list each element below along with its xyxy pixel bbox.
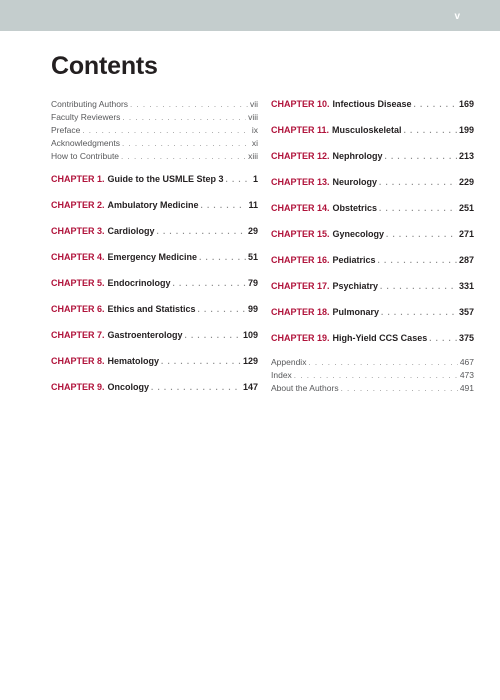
chapter-title: Obstetrics <box>332 203 378 213</box>
toc-entry-title: Faculty Reviewers <box>51 112 121 122</box>
dot-leader <box>386 230 457 239</box>
toc-chapter-2[interactable] <box>51 200 258 213</box>
chapter-page: 29 <box>247 226 258 236</box>
dot-leader <box>82 126 250 135</box>
chapter-title: Hematology <box>107 356 160 366</box>
toc-chapter-17[interactable] <box>271 281 474 294</box>
chapter-page: 109 <box>242 330 258 340</box>
dot-leader <box>173 279 246 288</box>
dot-leader <box>122 113 246 122</box>
chapter-label: CHAPTER 19. <box>271 333 330 343</box>
dot-leader <box>199 253 246 262</box>
chapter-page: 331 <box>458 281 474 291</box>
chapter-title: Gynecology <box>332 229 385 239</box>
toc-chapter-18[interactable] <box>271 307 474 320</box>
chapter-page: 129 <box>242 356 258 366</box>
chapter-label: CHAPTER 5. <box>51 278 105 288</box>
chapter-label: CHAPTER 14. <box>271 203 330 213</box>
chapter-page: 99 <box>247 304 258 314</box>
toc-entry-page: 467 <box>459 357 474 367</box>
dot-leader <box>404 126 457 135</box>
chapter-page: 51 <box>247 252 258 262</box>
chapter-title: Ethics and Statistics <box>107 304 196 314</box>
toc-chapter-8[interactable] <box>51 356 258 369</box>
toc-chapter-4[interactable] <box>51 252 258 265</box>
chapter-title: Cardiology <box>107 226 155 236</box>
toc-chapter-5[interactable] <box>51 278 258 291</box>
toc-right-column <box>271 0 474 700</box>
chapter-page: 1 <box>252 174 258 184</box>
chapter-page: 169 <box>458 99 474 109</box>
chapter-title: Endocrinology <box>107 278 171 288</box>
toc-entry-page: xi <box>251 138 258 148</box>
chapter-label: CHAPTER 6. <box>51 304 105 314</box>
dot-leader <box>201 201 247 210</box>
dot-leader <box>161 357 241 366</box>
dot-leader <box>381 308 457 317</box>
chapter-page: 11 <box>248 200 258 210</box>
toc-entry-title: About the Authors <box>271 383 339 393</box>
chapter-title: Emergency Medicine <box>107 252 198 262</box>
chapter-title: Ambulatory Medicine <box>107 200 199 210</box>
toc-chapter-16[interactable] <box>271 255 474 268</box>
dot-leader <box>429 334 457 343</box>
chapter-label: CHAPTER 10. <box>271 99 330 109</box>
toc-chapter-13[interactable] <box>271 177 474 190</box>
toc-entry-index[interactable] <box>271 370 474 383</box>
toc-entry-about-the-authors[interactable] <box>271 383 474 396</box>
toc-entry-contributing-authors[interactable] <box>51 99 258 112</box>
chapter-page: 79 <box>247 278 258 288</box>
dot-leader <box>122 139 250 148</box>
chapter-page: 287 <box>458 255 474 265</box>
dot-leader <box>378 256 457 265</box>
toc-chapter-7[interactable] <box>51 330 258 343</box>
chapter-label: CHAPTER 17. <box>271 281 330 291</box>
toc-entry-title: Appendix <box>271 357 307 367</box>
toc-chapter-3[interactable] <box>51 226 258 239</box>
toc-entry-page: 491 <box>459 383 474 393</box>
page-number: v <box>454 11 460 22</box>
chapter-label: CHAPTER 3. <box>51 226 105 236</box>
toc-chapter-14[interactable] <box>271 203 474 216</box>
chapter-page: 229 <box>458 177 474 187</box>
chapter-title: Musculoskeletal <box>332 125 402 135</box>
chapter-title: Psychiatry <box>332 281 379 291</box>
dot-leader <box>379 178 457 187</box>
chapter-title: Pediatrics <box>332 255 376 265</box>
chapter-title: Neurology <box>332 177 378 187</box>
toc-entry-preface[interactable] <box>51 125 258 138</box>
chapter-page: 271 <box>458 229 474 239</box>
chapter-page: 199 <box>458 125 474 135</box>
dot-leader <box>157 227 246 236</box>
toc-entry-title: Preface <box>51 125 81 135</box>
toc-chapter-10[interactable] <box>271 99 474 112</box>
toc-entry-title: Index <box>271 370 292 380</box>
dot-leader <box>414 100 457 109</box>
chapter-page: 213 <box>458 151 474 161</box>
chapter-title: Guide to the USMLE Step 3 <box>107 174 224 184</box>
toc-entry-page: vii <box>249 99 258 109</box>
chapter-label: CHAPTER 4. <box>51 252 105 262</box>
chapter-page: 375 <box>458 333 474 343</box>
chapter-label: CHAPTER 11. <box>271 125 330 135</box>
toc-entry-how-to-contribute[interactable] <box>51 151 258 164</box>
dot-leader <box>294 371 458 380</box>
dot-leader <box>341 384 458 393</box>
chapter-label: CHAPTER 12. <box>271 151 330 161</box>
chapter-page: 251 <box>458 203 474 213</box>
chapter-label: CHAPTER 13. <box>271 177 330 187</box>
toc-chapter-6[interactable] <box>51 304 258 317</box>
toc-entry-page: viii <box>248 112 258 122</box>
toc-entry-title: Contributing Authors <box>51 99 129 109</box>
dot-leader <box>185 331 241 340</box>
toc-entry-faculty-reviewers[interactable] <box>51 112 258 125</box>
toc-chapter-19[interactable] <box>271 333 474 346</box>
toc-entry-page: xiii <box>248 151 258 161</box>
chapter-title: Gastroenterology <box>107 330 183 340</box>
chapter-title: Oncology <box>107 382 150 392</box>
toc-entry-page: 473 <box>459 370 474 380</box>
toc-entry-appendix[interactable] <box>271 357 474 370</box>
chapter-label: CHAPTER 9. <box>51 382 105 392</box>
toc-chapter-9[interactable] <box>51 382 258 395</box>
toc-chapter-12[interactable] <box>271 151 474 164</box>
dot-leader <box>226 175 251 184</box>
toc-chapter-15[interactable] <box>271 229 474 242</box>
dot-leader <box>308 358 457 367</box>
dot-leader <box>121 152 246 161</box>
toc-entry-acknowledgments[interactable] <box>51 138 258 151</box>
chapter-page: 147 <box>242 382 258 392</box>
dot-leader <box>379 204 457 213</box>
chapter-label: CHAPTER 15. <box>271 229 330 239</box>
chapter-label: CHAPTER 18. <box>271 307 330 317</box>
toc-entry-title: How to Contribute <box>51 151 120 161</box>
chapter-page: 357 <box>458 307 474 317</box>
dot-leader <box>385 152 457 161</box>
dot-leader <box>198 305 246 314</box>
toc-chapter-1[interactable] <box>51 174 258 187</box>
chapter-label: CHAPTER 16. <box>271 255 330 265</box>
chapter-title: Infectious Disease <box>332 99 412 109</box>
dot-leader <box>151 383 241 392</box>
toc-entry-page: ix <box>251 125 258 135</box>
chapter-label: CHAPTER 8. <box>51 356 105 366</box>
page-title: Contents <box>51 52 158 80</box>
chapter-label: CHAPTER 7. <box>51 330 105 340</box>
dot-leader <box>380 282 457 291</box>
chapter-title: Nephrology <box>332 151 383 161</box>
toc-chapter-11[interactable] <box>271 125 474 138</box>
chapter-title: High-Yield CCS Cases <box>332 333 428 343</box>
chapter-label: CHAPTER 1. <box>51 174 105 184</box>
toc-entry-title: Acknowledgments <box>51 138 120 148</box>
chapter-title: Pulmonary <box>332 307 380 317</box>
dot-leader <box>130 100 248 109</box>
chapter-label: CHAPTER 2. <box>51 200 105 210</box>
toc-left-column <box>51 0 258 700</box>
